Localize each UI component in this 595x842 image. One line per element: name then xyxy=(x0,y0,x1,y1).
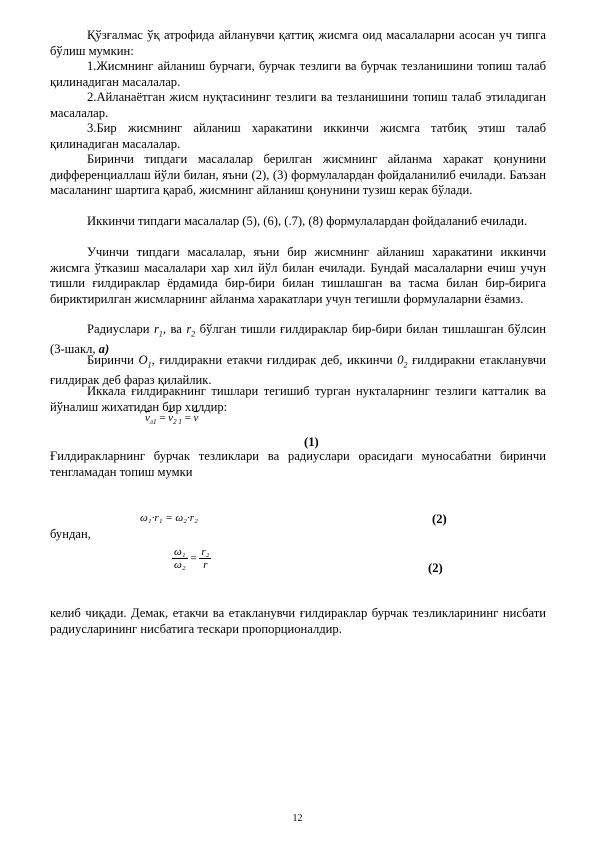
paragraph-intro: Қўзғалмас ўқ атрофида айланувчи қаттиқ жисмга оид масалаларни асосан уч типга бўлиш мумкин: xyxy=(50,28,546,58)
equation-2: ω₁·r₁ = ω₂·r₂ xyxy=(140,512,198,524)
paragraph-second-type: Иккинчи типдаги масалалар (5), (6), (.7), (8) формулалардан фойдаланиб ечилади. xyxy=(87,214,528,228)
fraction-left: $\frac{\text{ω₁}}{\text{ω₂}}$ xyxy=(174,546,186,571)
text-segment: , ғилдиракни етакчи ғилдирак деб, иккинчи xyxy=(151,353,398,367)
text-segment: ғилдиракни етакланувчи ғилдирак деб фараз қилайлик. xyxy=(50,353,546,388)
figure-ref: а) xyxy=(98,342,110,357)
page-number: 12 xyxy=(292,813,303,824)
text-segment: бўлган тишли ғилдираклар бир-бири билан тишлашган бўлсин (3-шакл, xyxy=(50,322,546,357)
symbol-o1: $О_1$ xyxy=(138,353,152,370)
equation-2-number: (2) xyxy=(432,512,447,526)
fraction-right: $\frac{\text{r₂}}{r}$ xyxy=(201,546,210,571)
paragraph-conclusion: келиб чиқади. Демак, етакчи ва етакланувчи ғилдираклар бурчак тезликларининг нисбати радиусларининг нисбатига тескари пропорционалдир. xyxy=(50,606,546,636)
text-segment: Радиуслари xyxy=(87,322,154,336)
symbol-o2: $0_2$ xyxy=(397,353,408,370)
equation-1: $\overline{v}_{л1} = \overline{v}_{2 1} = \overline{v}$ xyxy=(145,412,199,427)
paragraph-first-type: Биринчи типдаги масалалар берилган жисмнинг айланма харакат қонунини дифференциаллаш йўли билан, яъни (2), (3) формулалардан фойдаланилиб ечилади. Баъзан масаланинг шартига қараб, жисмнинг айланиш қонунини тузиш керак бўлади. xyxy=(50,152,546,197)
symbol-r2: $r_2$ xyxy=(186,322,196,339)
text-segment: Биринчи xyxy=(87,353,139,367)
paragraph-relation: Ғилдиракларнинг бурчак тезликлари ва радиуслари орасидаги муносабатни биринчи тенгламадан топиш мумки xyxy=(50,449,546,479)
text-segment: , ва xyxy=(162,322,187,336)
paragraph-type-1: 1.Жисмнинг айланиш бурчаги, бурчак тезлиги ва бурчак тезланишини топиш талаб қилинадиган масалалар. xyxy=(50,59,546,89)
paragraph-type-3: 3.Бир жисмнинг айланиш харакатини иккинчи жисмга татбиқ этиш талаб қилинадиган масалалар. xyxy=(50,121,546,151)
paragraph-third-type: Учинчи типдаги масалалар, яъни бир жисмнинг айланиш харакатини иккинчи жисмга ўтказиш масалалари хар хил йўл билан ечилади. Бундай масалаларни ечиш учун тишли ғилдираклар ёрдамида бир-бири билан тишлашган ва тасма билан бир-бирига бириктирилган жисмларнинг айланма харакатлари учун тегишли формулаларни ёзамиз. xyxy=(50,245,546,306)
equation-3: $\frac{\text{ω₁}}{\text{ω₂}}$ = $\frac{\text{r₂}}{r}$ xyxy=(174,546,210,571)
symbol-r1: $r_1$ xyxy=(154,322,163,339)
paragraph-velocity-equal: Иккала ғилдиракнинг тишлари тегишиб турган нукталарнинг тезлиги катталик ва йўналиш жихатидан бир хилдир: xyxy=(50,384,546,414)
equation-3-number: (2) xyxy=(428,561,443,575)
paragraph-hence: бундан, xyxy=(50,527,91,541)
equation-1-number: (1) xyxy=(304,435,319,449)
paragraph-type-2: 2.Айланаётган жисм нуқтасининг тезлиги ва тезланишини топиш талаб этиладиган масалалар. xyxy=(50,90,546,120)
